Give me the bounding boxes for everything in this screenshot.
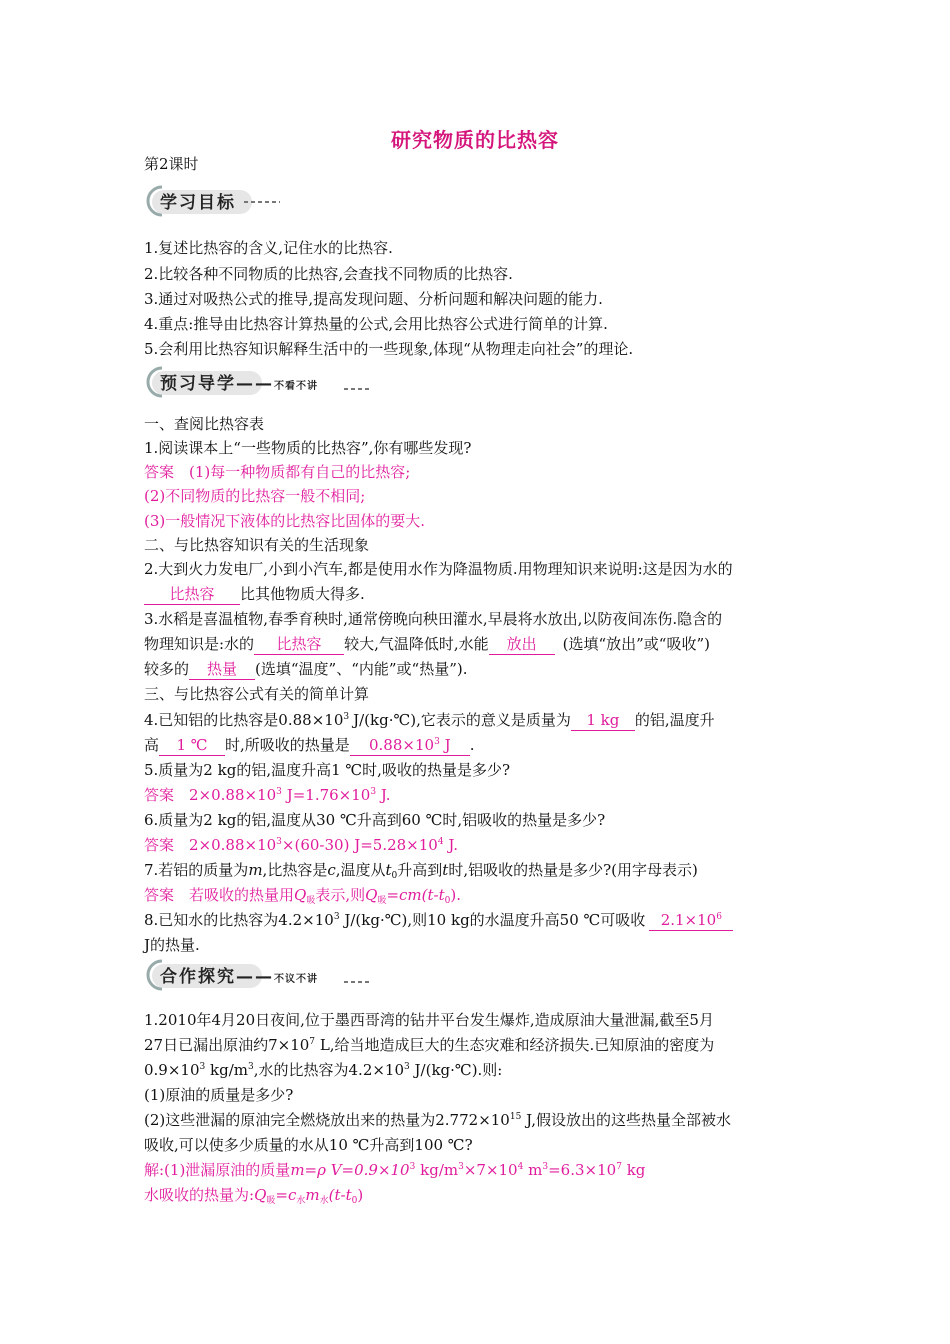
answer-1-2: (2)不同物质的比热容一般不相同; (144, 487, 366, 505)
text-run: J,假设放出的这些热量全部被水 (526, 1111, 731, 1129)
coop-question-2-line2: 吸收,可以使多少质量的水从10 ℃升高到100 ℃? (144, 1136, 473, 1154)
badge-coop-sub: 不议不讲 (274, 974, 318, 985)
text-run: kg/m (420, 1161, 459, 1179)
blank-answer: 1 ℃ (159, 736, 225, 756)
text-run: 答案 2×0.88×10 (144, 836, 277, 854)
superscript: 3 (542, 1162, 549, 1172)
text-run: 时,铝吸收的热量是多少?(用字母表示) (448, 861, 698, 879)
text-run: ,水的比热容为4.2×10 (253, 1061, 405, 1079)
superscript: 3 (199, 1062, 206, 1072)
superscript: 4 (517, 1162, 524, 1172)
variable: Q (365, 886, 378, 904)
blank-answer: 比热容 (254, 635, 344, 655)
subscript: 水 (296, 1196, 306, 1206)
subscript: 吸 (377, 896, 387, 906)
answer-6 (144, 833, 458, 857)
text-run: 的铝,温度升 (634, 711, 715, 729)
variable: c (327, 861, 336, 879)
text-run: 水吸收的热量为: (144, 1186, 255, 1204)
badge-preview-label: 预习导学 (160, 374, 236, 394)
text-run: 升高到 (397, 861, 443, 879)
preview-heading-1: 一、查阅比热容表 (144, 415, 265, 433)
formula: (t-t (328, 1186, 352, 1204)
badge-coop-dash: —— (236, 967, 274, 987)
question-2-line2 (144, 582, 365, 606)
text-run: =6.3×10 (548, 1161, 617, 1179)
text-run: 较多的 (144, 660, 190, 678)
subscript: 0 (444, 896, 451, 906)
preview-heading-3: 三、与比热容公式有关的简单计算 (144, 685, 370, 703)
text-run: L,给当地造成巨大的生态灾难和经济损失.已知原油的密度为 (319, 1036, 715, 1054)
text-run: 0.9×10 (144, 1061, 200, 1079)
coop-question-1: (1)原油的质量是多少? (144, 1086, 294, 1104)
question-4-line2: 高 1 ℃ 时,所吸收的热量是 $0.88\times 10^3$ J . (144, 736, 475, 754)
superscript: 7 (616, 1162, 622, 1172)
goal-item: 2.比较各种不同物质的比热容,会查找不同物质的比热容. (144, 265, 513, 283)
variable: m (305, 1186, 320, 1204)
text-run: ,比热容是 (262, 861, 328, 879)
superscript: 3 (276, 837, 282, 847)
badge-goals-label: 学习目标 (160, 193, 236, 213)
superscript: 3 (434, 737, 440, 747)
blank-answer: 比热容 (144, 585, 240, 605)
question-1: 1.阅读课本上“一些物质的比热容”,你有哪些发现? (144, 439, 472, 457)
superscript: 3 (370, 787, 377, 797)
blank-answer: 热量 (189, 660, 255, 680)
text-run: 8.已知水的比热容为4.2×10 (144, 911, 334, 929)
goal-item: 4.重点:推导由比热容计算热量的公式,会用比热容公式进行简单的计算. (144, 315, 608, 333)
superscript: 3 (409, 1162, 416, 1172)
coop-solution-1 (144, 1158, 645, 1182)
text-run: 物理知识是:水的 (144, 635, 255, 653)
text-run: 解:(1)泄漏原油的质量 (144, 1161, 291, 1179)
answer-1-3: (3)一般情况下液体的比热容比固体的要大. (144, 512, 426, 530)
text-run: 2.1×10 (660, 911, 717, 929)
text-run: (选填“温度”、“内能”或“热量”). (255, 660, 468, 678)
text-run: J/(kg·℃),则10 kg的水温度升高50 ℃可吸收 (344, 911, 646, 929)
blank-answer: 1 kg (571, 711, 635, 731)
preview-heading-2: 二、与比热容知识有关的生活现象 (144, 536, 370, 554)
blank-answer (350, 736, 470, 756)
question-8-line2: J的热量. (144, 936, 200, 954)
question-3-line3 (144, 657, 468, 681)
subscript: 吸 (306, 896, 316, 906)
text-run: 答案 2×0.88×10 (144, 786, 277, 804)
text-run: 高 (144, 736, 160, 754)
text-run: 4.已知铝的比热容是0.88×10 (144, 711, 344, 729)
page-title: 研究物质的比热容 (391, 128, 559, 152)
section-badge-preview (144, 365, 374, 399)
answer-7 (144, 883, 461, 907)
superscript: 6 (716, 912, 722, 922)
text-run: J (444, 736, 451, 754)
subscript: 0 (391, 871, 398, 881)
coop-solution-2 (144, 1183, 363, 1207)
text-run: 0.88×10 (369, 736, 435, 754)
variable: t (385, 861, 392, 879)
answer-1-1: 答案 (1)每一种物质都有自己的比热容; (144, 463, 411, 481)
superscript: 3 (343, 712, 350, 722)
question-8-line1 (144, 908, 733, 932)
text-run: (2)这些泄漏的原油完全燃烧放出来的热量为2.772×10 (144, 1111, 510, 1129)
blank-answer (649, 911, 733, 931)
superscript: 3 (458, 1162, 464, 1172)
coop-question-2-line1 (144, 1108, 731, 1132)
text-run: 27日已漏出原油约7×10 (144, 1036, 310, 1054)
text-run: m (528, 1161, 543, 1179)
variable: t (442, 861, 449, 879)
subscript: 0 (351, 1196, 358, 1206)
subscript: 吸 (266, 1196, 276, 1206)
text-run: J=1.76×10 (286, 786, 371, 804)
badge-coop-label: 合作探究 (160, 967, 236, 987)
formula: =c (275, 1186, 297, 1204)
text-run: kg (626, 1161, 646, 1179)
superscript: 3 (248, 1062, 254, 1072)
goal-item: 1.复述比热容的含义,记住水的比热容. (144, 239, 393, 257)
section-badge-coop (144, 958, 374, 992)
text-run: 较大,气温降低时,水能 (344, 635, 489, 653)
question-2-line1: 2.大到火力发电厂,小到小汽车,都是使用水作为降温物质.用物理知识来说明:这是因为水的 (144, 560, 733, 578)
lesson-label: 第2课时 (144, 155, 199, 173)
superscript: 3 (333, 912, 340, 922)
text-run: J/(kg·℃),它表示的意义是质量为 (353, 711, 571, 729)
question-5: 5.质量为2 kg的铝,温度升高1 ℃时,吸收的热量是多少? (144, 761, 510, 779)
blank-answer: 放出 (489, 635, 555, 655)
superscript: 4 (437, 837, 444, 847)
text-run: kg/m (210, 1061, 248, 1079)
badge-preview-dash: —— (236, 374, 274, 394)
text-run: ×(60-30) J=5.28×10 (281, 836, 438, 854)
text-run: ). (450, 886, 461, 904)
text-run: J. (380, 786, 391, 804)
text-run: 比其他物质大得多. (240, 585, 365, 603)
variable: Q (294, 886, 307, 904)
question-4-line1 (144, 708, 715, 732)
coop-problem-line2 (144, 1033, 714, 1057)
goal-item: 3.通过对吸热公式的推导,提高发现问题、分析问题和解决问题的能力. (144, 290, 603, 308)
question-6: 6.质量为2 kg的铝,温度从30 ℃升高到60 ℃时,铝吸收的热量是多少? (144, 811, 606, 829)
text-run: 时,所吸收的热量是 (225, 736, 350, 754)
variable: Q (254, 1186, 267, 1204)
formula: m=ρ V=0.9×10 (290, 1161, 410, 1179)
goal-item: 5.会利用比热容知识解释生活中的一些现象,体现“从物理走向社会”的理论. (144, 340, 634, 358)
text-run: ,温度从 (335, 861, 386, 879)
superscript: 15 (509, 1112, 522, 1122)
text-run: J. (448, 836, 458, 854)
coop-problem-line3 (144, 1058, 502, 1082)
coop-problem-line1: 1.2010年4月20日夜间,位于墨西哥湾的钻井平台发生爆炸,造成原油大量泄漏,截至5月 (144, 1011, 714, 1029)
text-run: ×7×10 (463, 1161, 518, 1179)
formula: =cm(t-t (386, 886, 445, 904)
text-run: 7.若铝的质量为 (144, 861, 249, 879)
text-run: ) (357, 1186, 364, 1204)
superscript: 3 (404, 1062, 410, 1072)
section-badge-goals (144, 184, 284, 218)
question-7 (144, 858, 698, 882)
variable: m (248, 861, 263, 879)
text-run: 表示,则 (315, 886, 366, 904)
text-run: (选填“放出”或“吸收”) (562, 635, 710, 653)
text-run: J/(kg·℃).则: (414, 1061, 503, 1079)
subscript: 水 (319, 1196, 329, 1206)
question-3-line2 (144, 632, 710, 656)
question-3-line1: 3.水稻是喜温植物,春季育秧时,通常傍晚向秧田灌水,早晨将水放出,以防夜间冻伤.隐含的 (144, 610, 723, 628)
badge-preview-sub: 不看不讲 (274, 381, 318, 392)
answer-5 (144, 783, 390, 807)
superscript: 3 (276, 787, 282, 797)
text-run: 答案 若吸收的热量用 (144, 886, 295, 904)
superscript: 7 (309, 1037, 316, 1047)
